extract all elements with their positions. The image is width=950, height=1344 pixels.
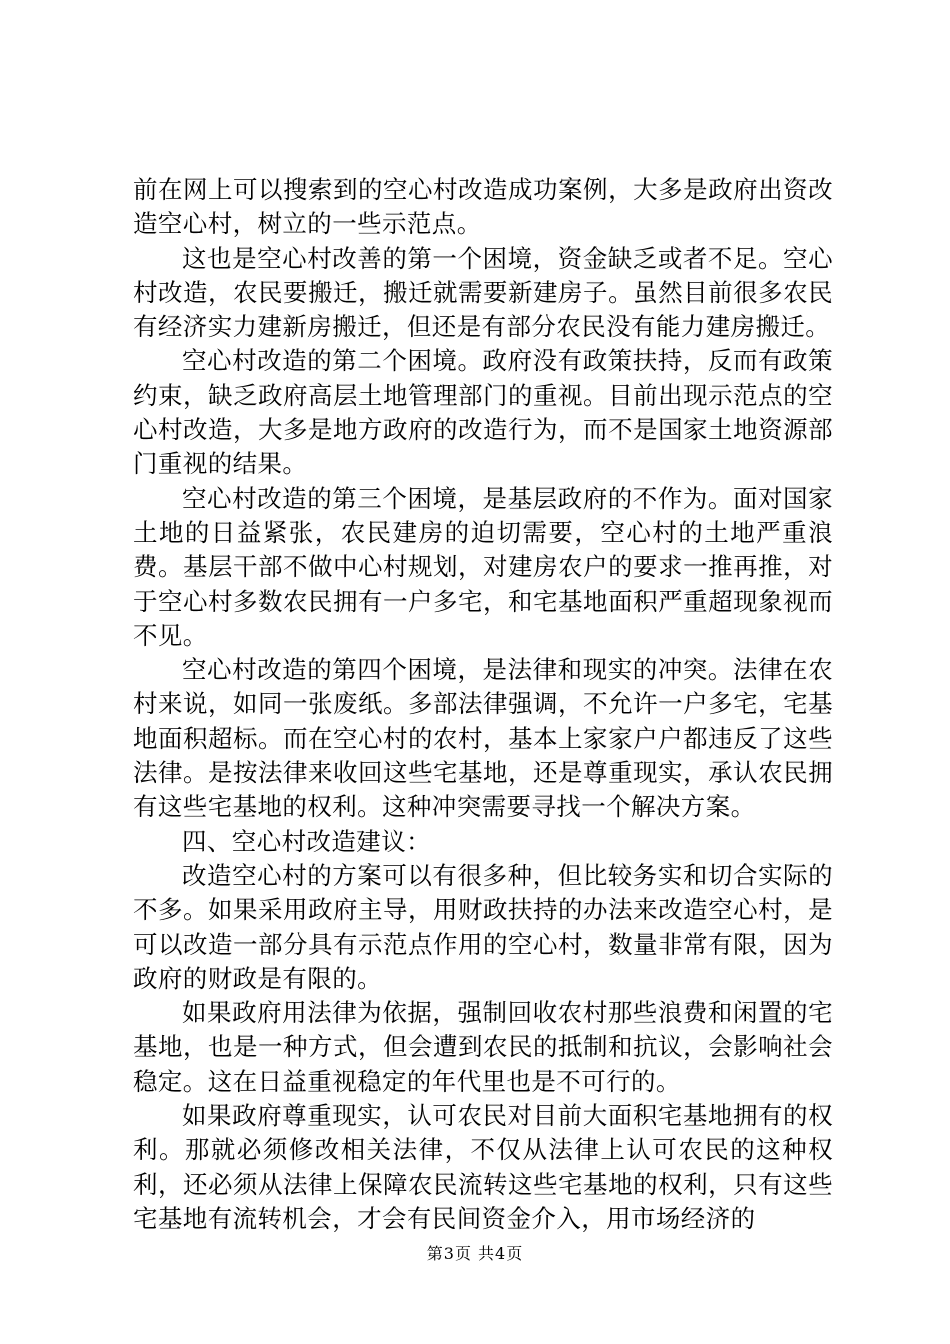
paragraph-suggestion-respect-reality: 如果政府尊重现实，认可农民对目前大面积宅基地拥有的权利。那就必须修改相关法律，不仅从法律上认可农民的这种权利，还必须从法律上保障农民流转这些宅基地的权利，只有这些宅基地有流转机会，才会有民间资金介入，用市场经济的 [133,1101,833,1233]
page-number-label: 第3页 共4页 [426,1244,524,1263]
paragraph-suggestion-options: 改造空心村的方案可以有很多种，但比较务实和切合实际的不多。如果采用政府主导，用财政扶持的办法来改造空心村，是可以改造一部分具有示范点作用的空心村，数量非常有限，因为政府的财政是有限的。 [133,860,833,993]
paragraph-suggestion-law-enforcement: 如果政府用法律为依据，强制回收农村那些浪费和闲置的宅基地，也是一种方式，但会遭到农民的抵制和抗议，会影响社会稳定。这在日益重视稳定的年代里也是不可行的。 [133,998,833,1096]
section-heading-suggestions: 四、空心村改造建议： [182,826,431,856]
paragraph-third-difficulty: 空心村改造的第三个困境，是基层政府的不作为。面对国家土地的日益紧张，农民建房的迫切需要，空心村的土地严重浪费。基层干部不做中心村规划，对建房农户的要求一推再推，对于空心村多数农民拥有一户多宅，和宅基地面积严重超现象视而不见。 [133,483,833,650]
paragraph-continuation: 前在网上可以搜索到的空心村改造成功案例，大多是政府出资改造空心村，树立的一些示范点。 [133,175,833,239]
page-footer [0,1244,950,1264]
paragraph-fourth-difficulty: 空心村改造的第四个困境，是法律和现实的冲突。法律在农村来说，如同一张废纸。多部法律强调，不允许一户多宅，宅基地面积超标。而在空心村的农村，基本上家家户户都违反了这些法律。是按法律来收回这些宅基地，还是尊重现实，承认农民拥有这些宅基地的权利。这种冲突需要寻找一个解决方案。 [133,655,833,822]
document-body [133,173,833,1236]
paragraph-second-difficulty: 空心村改造的第二个困境。政府没有政策扶持，反而有政策约束，缺乏政府高层土地管理部门的重视。目前出现示范点的空心村改造，大多是地方政府的改造行为，而不是国家土地资源部门重视的结果。 [133,346,833,479]
paragraph-first-difficulty: 这也是空心村改善的第一个困境，资金缺乏或者不足。空心村改造，农民要搬迁，搬迁就需要新建房子。虽然目前很多农民有经济实力建新房搬迁，但还是有部分农民没有能力建房搬迁。 [133,243,833,342]
